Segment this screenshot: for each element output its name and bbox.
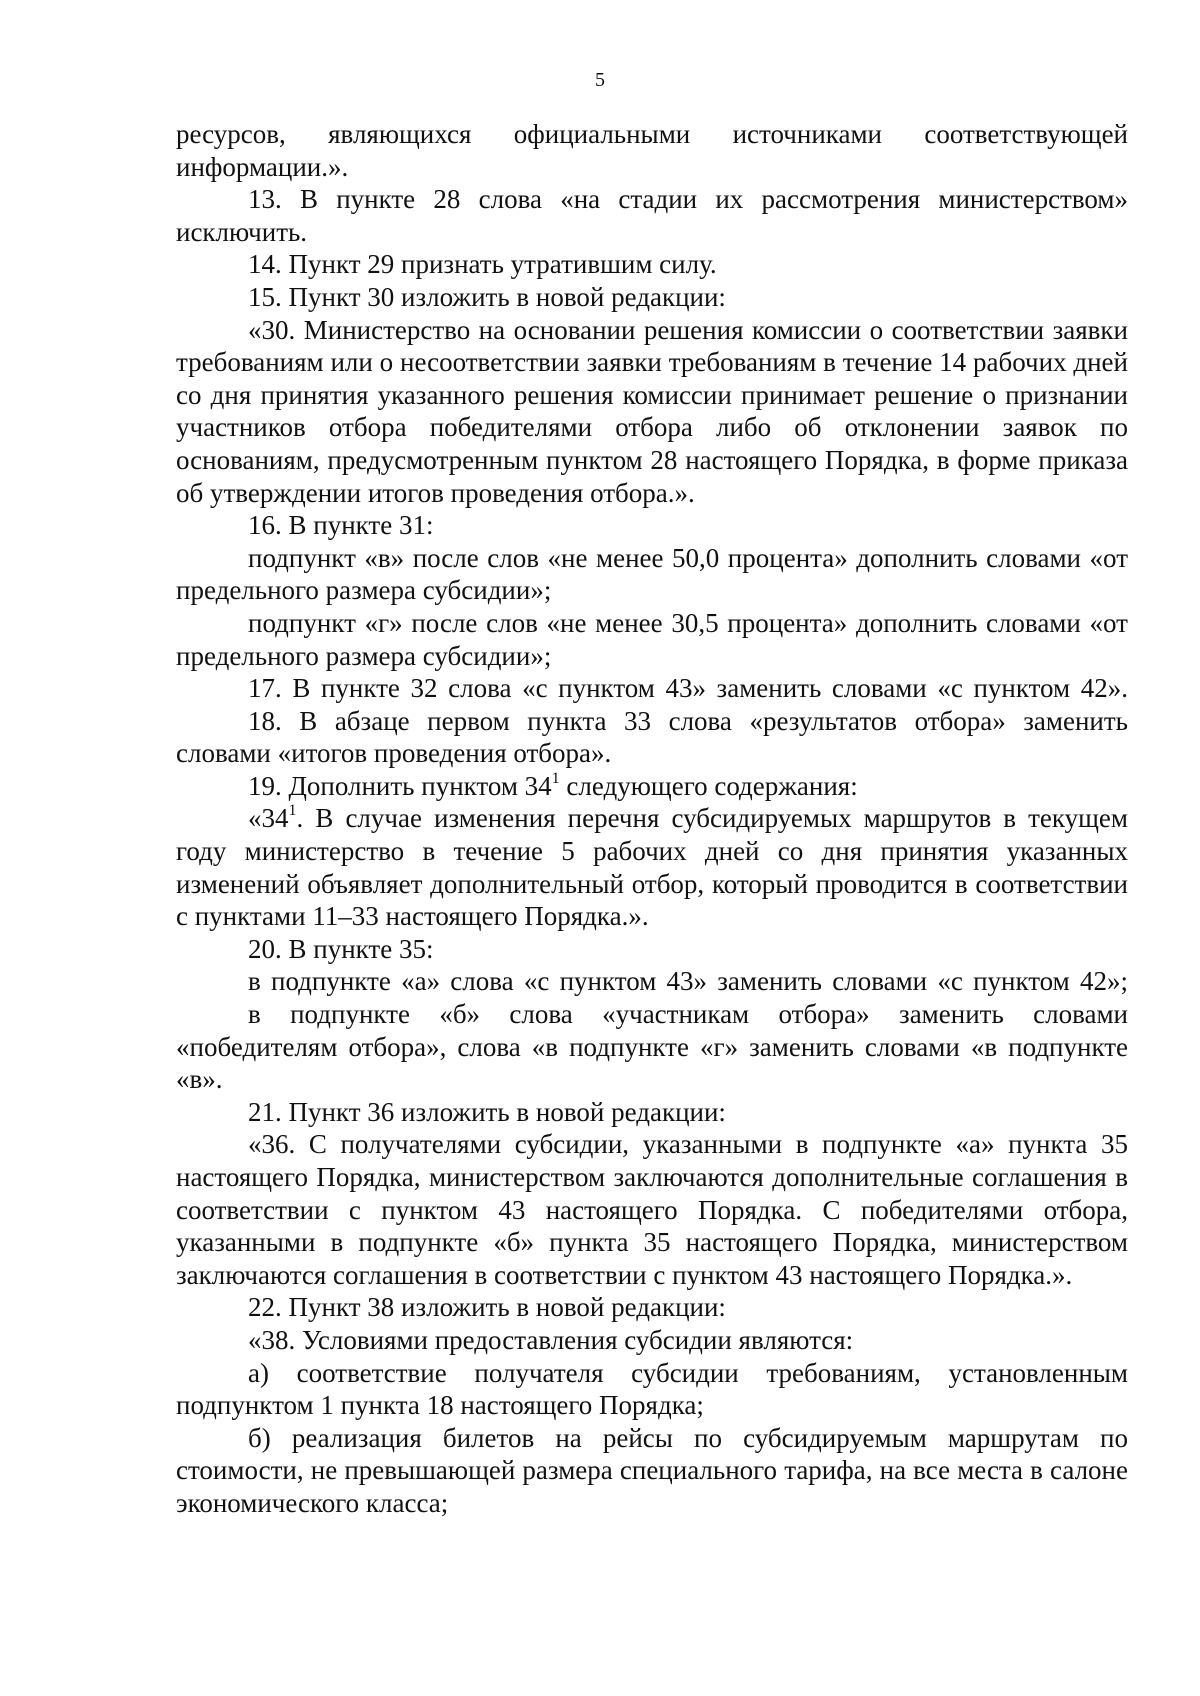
paragraph: а) соответствие получателя субсидии требованиям, установленным подпунктом 1 пункта 18 настоящего Порядка; (176, 1357, 1128, 1421)
paragraph: 13. В пункте 28 слова «на стадии их рассмотрения министерством» исключить. (176, 184, 1128, 247)
paragraph: б) реализация билетов на рейсы по субсидируемым маршрутам по стоимости, не превышающей размера специального тарифа, на все места в салоне экономического класса; (176, 1422, 1128, 1518)
superscript: 1 (288, 802, 297, 820)
paragraph: ресурсов, являющихся официальными источниками соответствующей информации.». (176, 119, 1128, 182)
paragraph: подпункт «г» после слов «не менее 30,5 процента» дополнить словами «от предельного размера субсидии»; (176, 607, 1128, 671)
page-number: 5 (595, 69, 605, 91)
paragraph: 15. Пункт 30 изложить в новой редакции: (248, 281, 726, 312)
paragraph-text: . В случае изменения перечня субсидируемых маршрутов в текущем году министерство в течение 5 рабочих дней со дня принятия указанных изменений объявляет дополнительный отбор, который проводится в соответствии с пунктами 11–33 настоящего Порядка.». (176, 803, 1128, 932)
paragraph-text: «34 (248, 803, 289, 834)
paragraph: «38. Условиями предоставления субсидии являются: (248, 1324, 854, 1355)
paragraph-text: следующего содержания: (559, 770, 858, 801)
paragraph: в подпункте «а» слова «с пунктом 43» заменить словами «с пунктом 42»; (248, 966, 1128, 997)
paragraph: 17. В пункте 32 слова «с пунктом 43» заменить словами «с пунктом 42». (248, 673, 1128, 704)
paragraph (176, 770, 1128, 803)
paragraph: 22. Пункт 38 изложить в новой редакции: (248, 1292, 726, 1323)
paragraph: «36. С получателями субсидии, указанными в подпункте «а» пункта 35 настоящего Порядка, министерством заключаются дополнительные соглашения в соответствии с пунктом 43 настоящего Порядка. С победителями отбора, указанными в подпункте «б» пункта 35 настоящего Порядка, министерством заключаются соглашения в соответствии с пунктом 43 настоящего Порядка.». (176, 1129, 1128, 1290)
paragraph: 20. В пункте 35: (248, 933, 434, 964)
paragraph (176, 802, 1128, 932)
paragraph-text: 19. Дополнить пунктом 34 (248, 770, 552, 801)
paragraph: 14. Пункт 29 признать утратившим силу. (248, 249, 717, 280)
paragraph: 21. Пункт 36 изложить в новой редакции: (248, 1096, 726, 1127)
paragraph: «30. Министерство на основании решения комиссии о соответствии заявки требованиям или о несоответствии заявки требованиям в течение 14 рабочих дней со дня принятия указанного решения комиссии принимает решение о признании участников отбора победителями отбора либо об отклонении заявок по основаниям, предусмотренным пунктом 28 настоящего Порядка, в форме приказа об утверждении итогов проведения отбора.». (176, 314, 1128, 508)
paragraph: в подпункте «б» слова «участникам отбора» заменить словами «победителям отбора», слова «в подпункте «г» заменить словами «в подпункте «в». (176, 999, 1128, 1095)
superscript: 1 (551, 769, 560, 787)
paragraph: подпункт «в» после слов «не менее 50,0 процента» дополнить словами «от предельного размера субсидии»; (176, 542, 1128, 606)
document-body (176, 118, 1128, 1520)
paragraph: 16. В пункте 31: (248, 510, 434, 541)
paragraph: 18. В абзаце первом пункта 33 слова «результатов отбора» заменить словами «итогов проведения отбора». (176, 705, 1128, 769)
